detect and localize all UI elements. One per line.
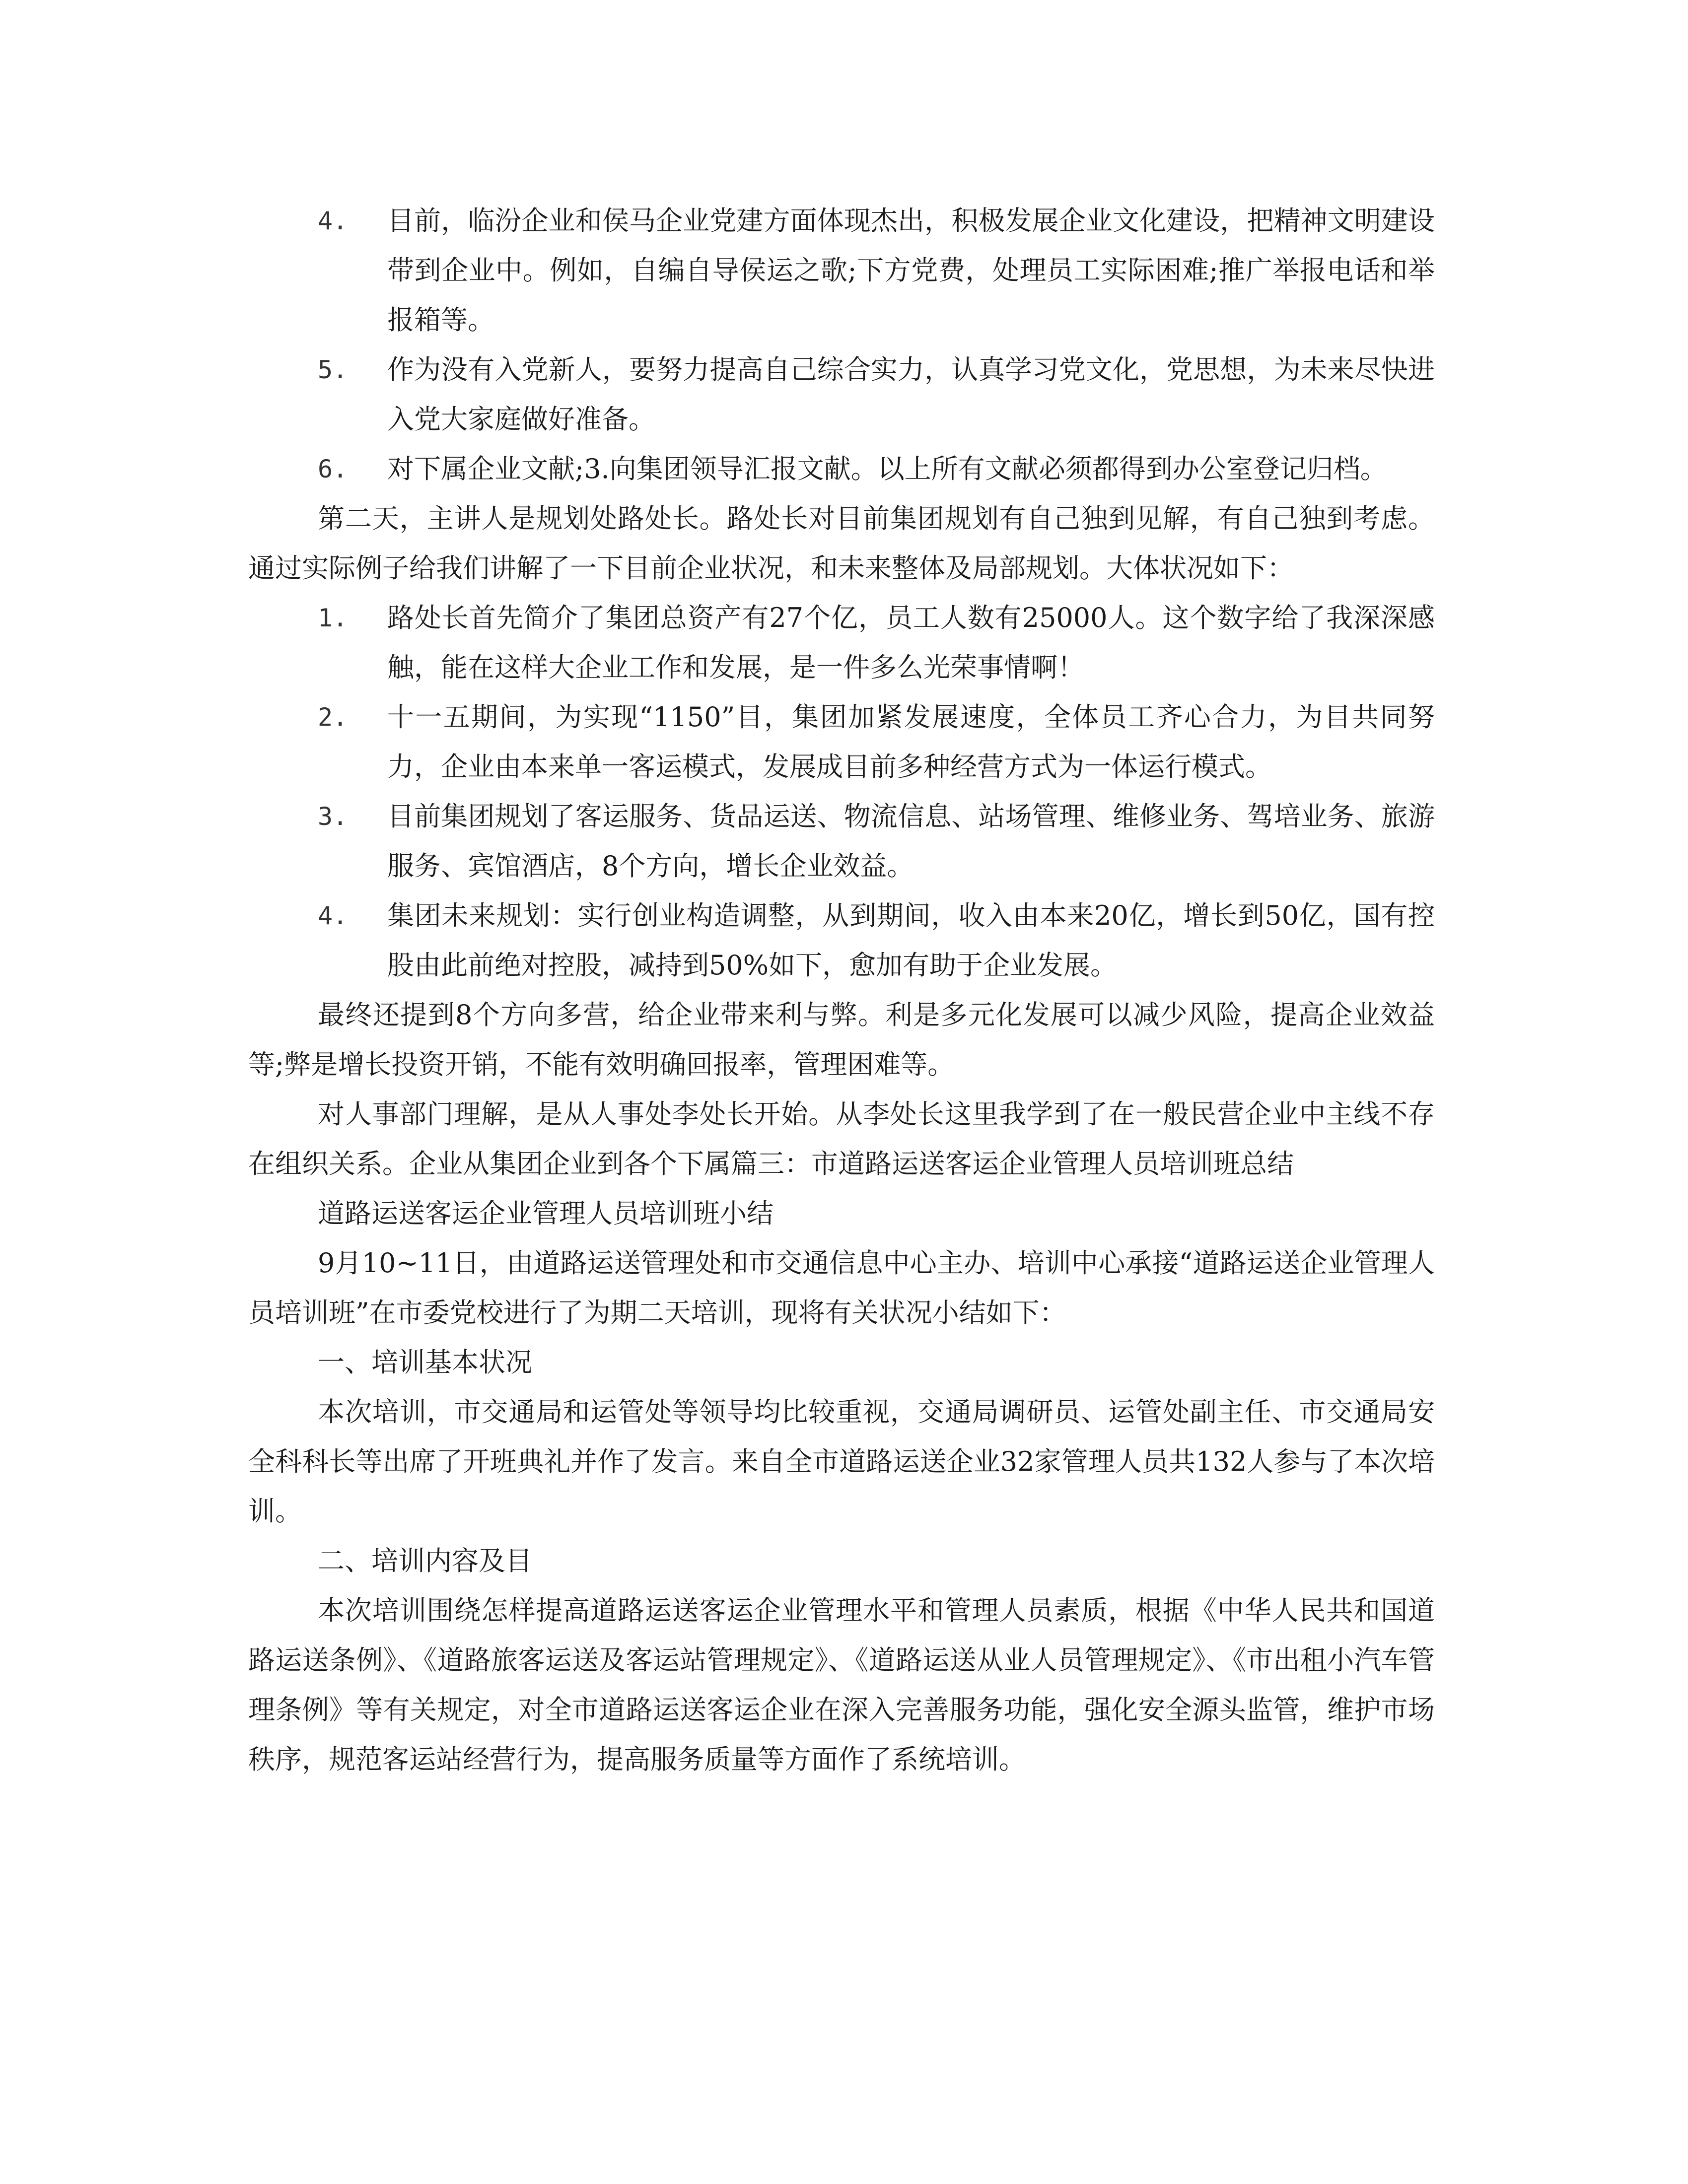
list-number: 6. bbox=[318, 455, 348, 483]
list-number: 4. bbox=[318, 206, 348, 235]
list-text: 目前，临汾企业和侯马企业党建方面体现杰出，积极发展企业文化建设，把精神文明建设带到企业中。例如，自编自导侯运之歌;下方党费，处理员工实际困难;推广举报电话和举报箱等。 bbox=[387, 205, 1435, 336]
list-item bbox=[248, 891, 1435, 990]
paragraph-pros-cons: 最终还提到8个方向多营，给企业带来利与弊。利是多元化发展可以减少风险，提高企业效益等;弊是增长投资开销，不能有效明确回报率，管理困难等。 bbox=[248, 999, 1435, 1080]
list-text: 集团未来规划：实行创业构造调整，从到期间，收入由本来20亿，增长到50亿，国有控股由此前绝对控股，减持到50%如下，愈加有助于企业发展。 bbox=[387, 900, 1435, 981]
section-title: 道路运送客运企业管理人员培训班小结 bbox=[318, 1198, 774, 1229]
list-number: 2. bbox=[318, 703, 348, 732]
section-heading-1: 一、培训基本状况 bbox=[318, 1347, 532, 1378]
list-item bbox=[248, 792, 1435, 891]
paragraph-day-two: 第二天，主讲人是规划处路处长。路处长对目前集团规划有自己独到见解，有自己独到考虑。通过实际例子给我们讲解了一下目前企业状况，和未来整体及局部规划。大体状况如下： bbox=[248, 503, 1435, 584]
paragraph-hr: 对人事部门理解，是从人事处李处长开始。从李处长这里我学到了在一般民营企业中主线不存在组织关系。企业从集团企业到各个下属篇三：市道路运送客运企业管理人员培训班总结 bbox=[248, 1098, 1435, 1179]
list-text: 对下属企业文献;3.向集团领导汇报文献。以上所有文献必须都得到办公室登记归档。 bbox=[387, 453, 1387, 484]
paragraph-content: 本次培训围绕怎样提高道路运送客运企业管理水平和管理人员素质，根据《中华人民共和国道路运送条例》、《道路旅客运送及客运站管理规定》、《道路运送从业人员管理规定》、《市出租小汽车管理条例》等有关规定，对全市道路运送客运企业在深入完善服务功能，强化安全源头监管，维护市场秩序，规范客运站经营行为，提高服务质量等方面作了系统培训。 bbox=[248, 1595, 1435, 1775]
section-heading-2: 二、培训内容及目 bbox=[318, 1545, 532, 1576]
list-item bbox=[248, 444, 1435, 494]
list-text: 目前集团规划了客运服务、货品运送、物流信息、站场管理、维修业务、驾培业务、旅游服务、宾馆酒店，8个方向，增长企业效益。 bbox=[387, 801, 1435, 882]
list-number: 4. bbox=[318, 901, 348, 930]
list-number: 5. bbox=[318, 355, 348, 384]
document-body bbox=[248, 196, 1435, 1784]
paragraph-basic-status: 本次培训，市交通局和运管处等领导均比较重视，交通局调研员、运管处副主任、市交通局安全科科长等出席了开班典礼并作了发言。来自全市道路运送企业32家管理人员共132人参与了本次培训。 bbox=[248, 1396, 1435, 1527]
list-item bbox=[248, 593, 1435, 692]
list-text: 路处长首先简介了集团总资产有27个亿，员工人数有25000人。这个数字给了我深深感触，能在这样大企业工作和发展，是一件多么光荣事情啊！ bbox=[387, 602, 1435, 683]
list-item bbox=[248, 692, 1435, 792]
list-item bbox=[248, 345, 1435, 444]
list-item bbox=[248, 196, 1435, 345]
list-text: 十一五期间，为实现“1150”目，集团加紧发展速度，全体员工齐心合力，为目共同努力，企业由本来单一客运模式，发展成目前多种经营方式为一体运行模式。 bbox=[387, 701, 1435, 782]
paragraph-intro: 9月10~11日，由道路运送管理处和市交通信息中心主办、培训中心承接“道路运送企业管理人员培训班”在市委党校进行了为期二天培训，现将有关状况小结如下： bbox=[248, 1247, 1435, 1328]
list-number: 1. bbox=[318, 604, 348, 632]
list-text: 作为没有入党新人，要努力提高自己综合实力，认真学习党文化，党思想，为未来尽快进入党大家庭做好准备。 bbox=[387, 354, 1435, 435]
list-number: 3. bbox=[318, 802, 348, 831]
